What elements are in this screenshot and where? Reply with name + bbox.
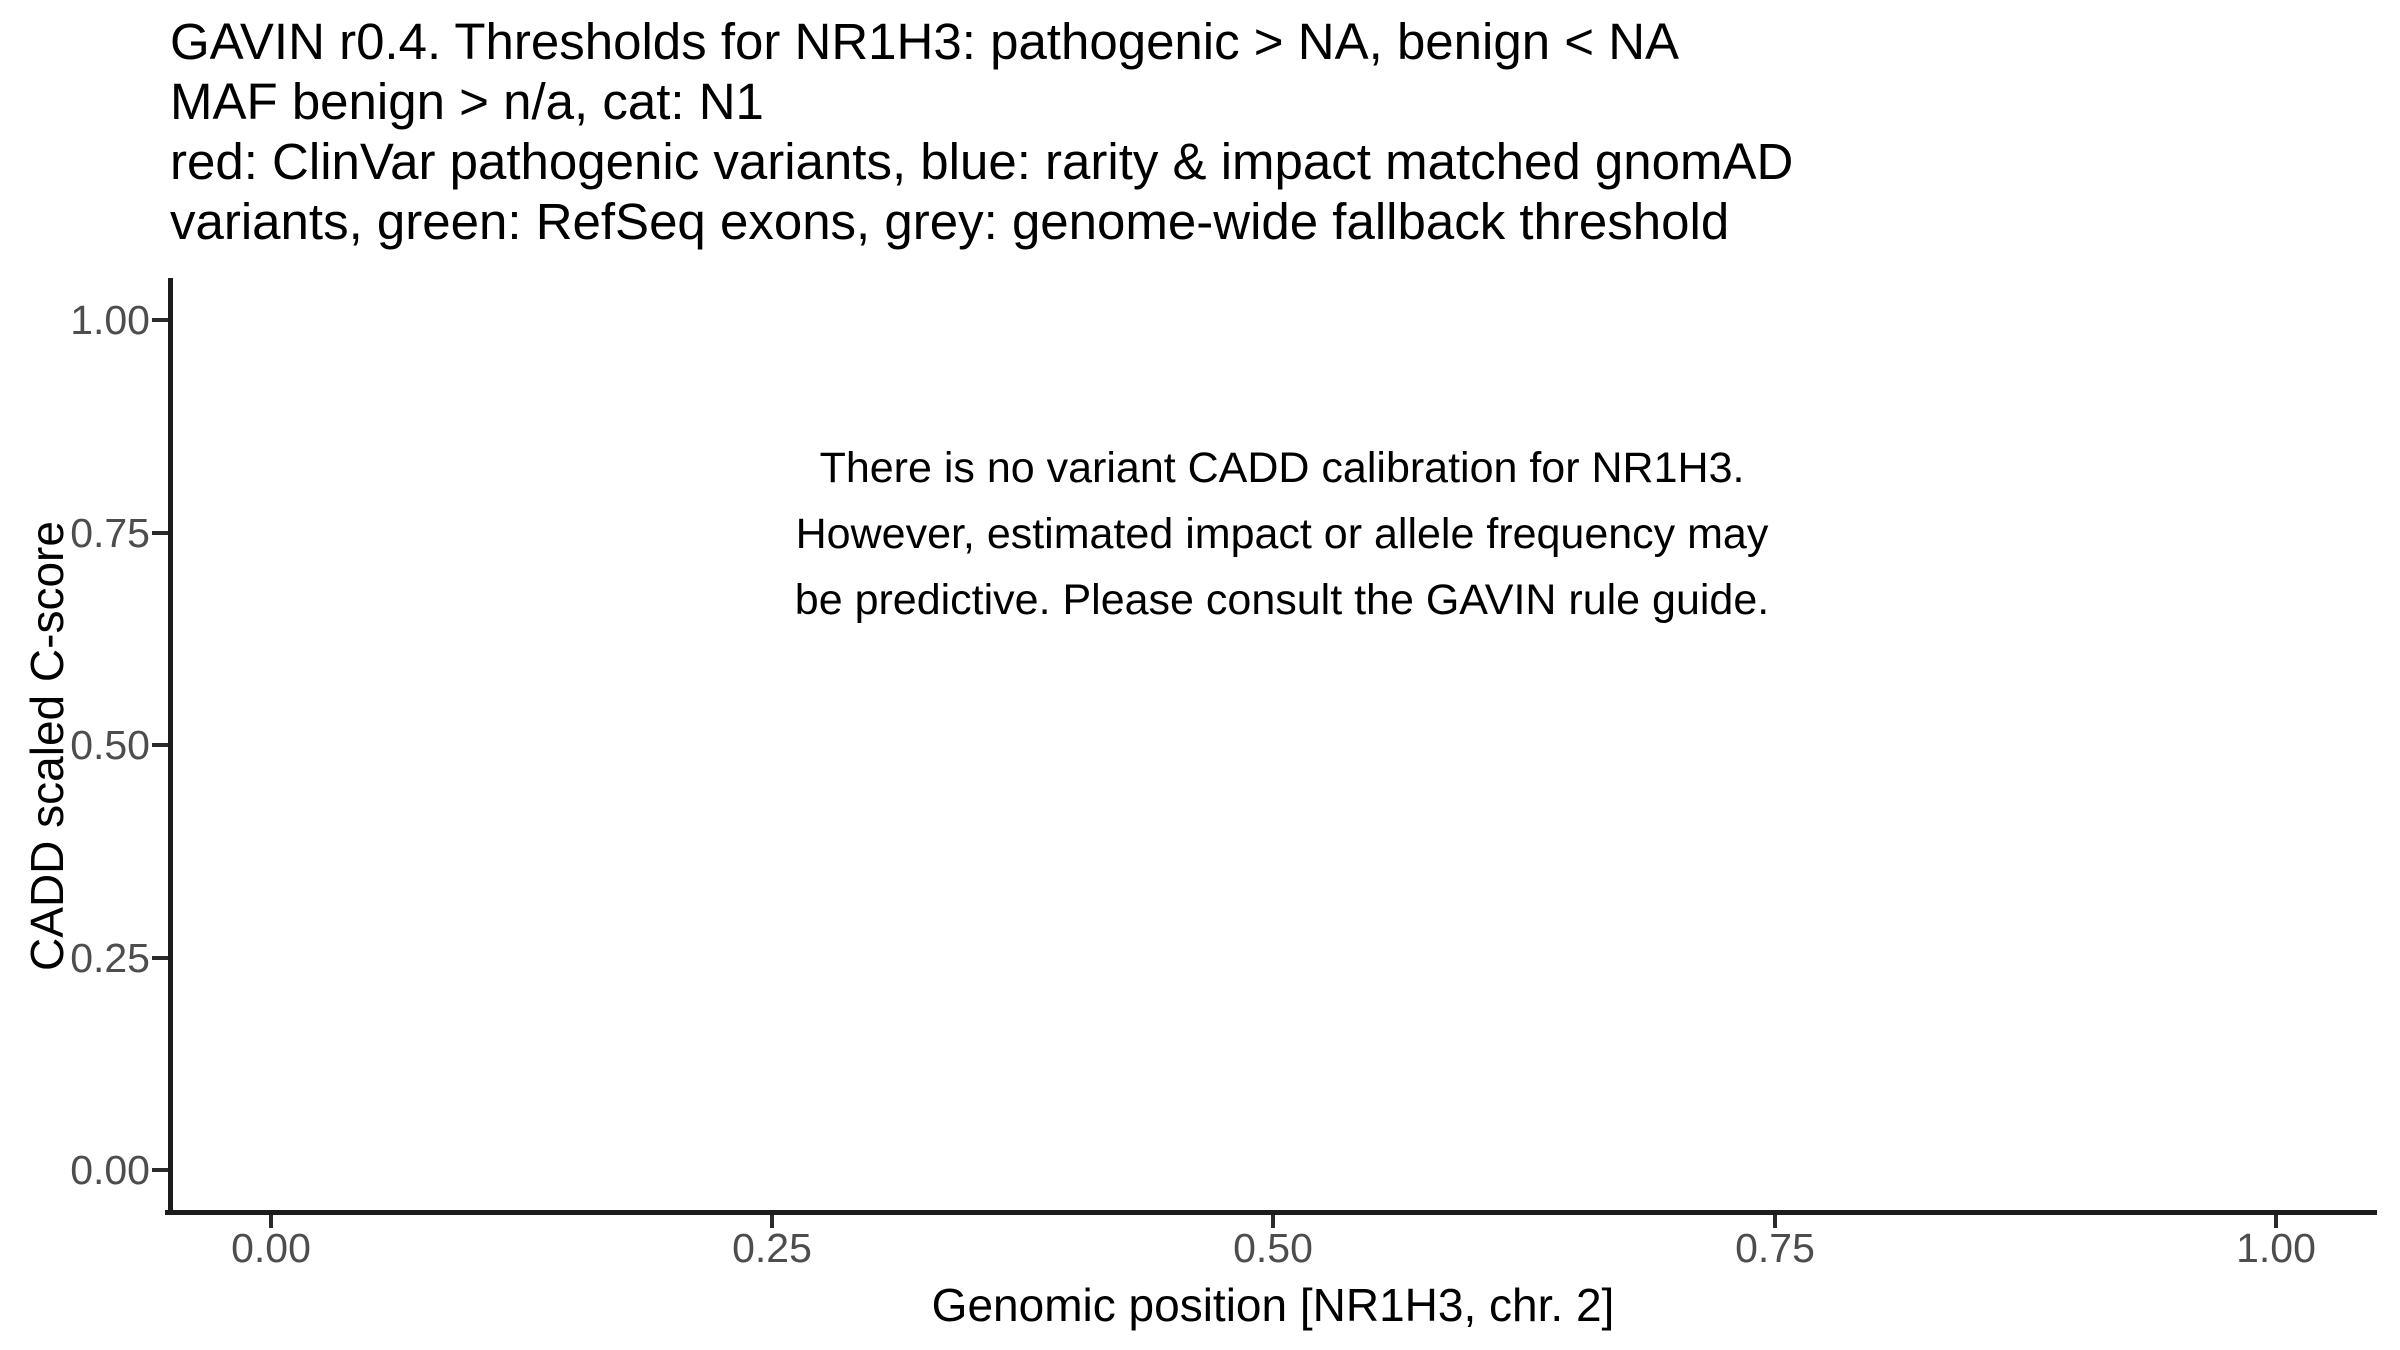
y-tick-mark bbox=[152, 743, 168, 747]
y-tick-label: 1.00 bbox=[70, 297, 150, 343]
y-tick-label: 0.25 bbox=[70, 935, 150, 981]
y-tick-mark bbox=[152, 531, 168, 535]
x-tick-label: 0.25 bbox=[732, 1225, 812, 1271]
y-tick-label: 0.00 bbox=[70, 1147, 150, 1193]
message-line-1: There is no variant CADD calibration for NR1H3. bbox=[819, 444, 1745, 492]
x-tick-label: 0.50 bbox=[1233, 1225, 1313, 1271]
y-tick-label: 0.50 bbox=[70, 722, 150, 768]
x-tick-label: 1.00 bbox=[2236, 1225, 2316, 1271]
y-axis-line bbox=[168, 278, 173, 1215]
message-line-3: be predictive. Please consult the GAVIN rule guide. bbox=[794, 576, 1770, 624]
y-axis-title: CADD scaled C-score bbox=[21, 521, 73, 971]
x-tick-label: 0.75 bbox=[1735, 1225, 1815, 1271]
plot-title bbox=[170, 12, 1793, 252]
plot-title-line-2: MAF benign > n/a, cat: N1 bbox=[170, 73, 764, 130]
x-tick-label: 0.00 bbox=[231, 1225, 311, 1271]
x-axis-title: Genomic position [NR1H3, chr. 2] bbox=[931, 1279, 1615, 1331]
plot-title-line-1: GAVIN r0.4. Thresholds for NR1H3: pathogenic > NA, benign < NA bbox=[170, 13, 1680, 70]
empty-plot-message bbox=[795, 435, 1769, 633]
y-tick-mark bbox=[152, 1168, 168, 1172]
y-tick-mark bbox=[152, 956, 168, 960]
message-line-2: However, estimated impact or allele frequency may bbox=[795, 510, 1769, 558]
plot-title-line-3: red: ClinVar pathogenic variants, blue: rarity & impact matched gnomAD bbox=[170, 133, 1794, 190]
plot-title-line-4: variants, green: RefSeq exons, grey: genome-wide fallback threshold bbox=[170, 193, 1730, 250]
y-tick-mark bbox=[152, 318, 168, 322]
plot-panel bbox=[173, 278, 2377, 1210]
y-tick-label: 0.75 bbox=[70, 510, 150, 556]
